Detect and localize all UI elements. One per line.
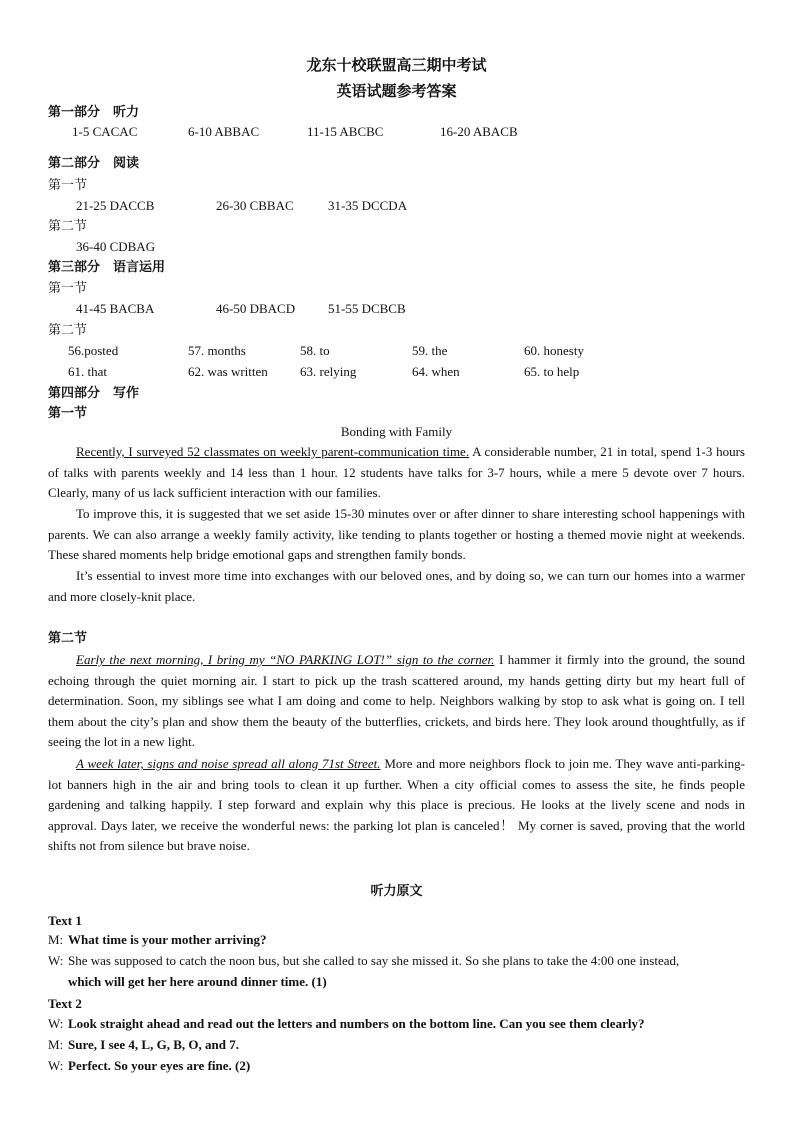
answer-item: 59. the	[412, 343, 448, 358]
answer-group: 1-5 CACAC	[72, 124, 138, 139]
answer-group: 26-30 CBBAC	[216, 198, 294, 213]
dialogue-line	[48, 1014, 745, 1035]
essay-paragraph: It’s essential to invest more time into exchanges with our beloved ones, and by doing so, we can turn our homes into a warmer and more closely-knit place.	[48, 568, 745, 604]
page-title: 龙东十校联盟高三期中考试	[306, 58, 487, 74]
essay-paragraph: To improve this, it is suggested that we set aside 15-30 minutes over or after dinner to share interesting school happenings with parents. We can also arrange a weekly family activity, like tending to plants together or hosting a themed movie night at weekends. These shared moments help bridge emotional gaps and strengthen family bonds.	[48, 506, 745, 563]
essay-paragraph-text: A considerable number, 21 in total, spend 1-3 hours of talks with parents weekly and 14 less than 1 hour. 12 students have talks for 3-7 hours, while a mere 5 devote over 7 hours. Clearly, many of us lack sufficient interaction with our families.	[48, 444, 745, 501]
answer-item: 56.posted	[68, 343, 119, 358]
section-label: 第一节	[48, 405, 88, 420]
answer-item: 65. to help	[524, 364, 580, 379]
section-label: 第一节	[48, 177, 88, 192]
answer-item: 57. months	[188, 343, 246, 358]
answer-group: 51-55 DCBCB	[328, 301, 406, 316]
answer-item: 60. honesty	[524, 343, 584, 358]
essay-topic-sentence: Recently, I surveyed 52 classmates on weekly parent-communication time.	[76, 444, 470, 459]
part2-heading: 第二部分 阅读	[48, 155, 140, 170]
continuation-paragraph	[48, 650, 745, 753]
speaker-label: W:	[48, 1016, 64, 1031]
answer-group: 36-40 CDBAG	[76, 239, 156, 254]
section-label: 第一节	[48, 280, 88, 295]
speaker-label: M:	[48, 1037, 64, 1052]
answer-group: 41-45 BACBA	[76, 301, 155, 316]
essay-title: Bonding with Family	[340, 424, 453, 439]
answer-group: 6-10 ABBAC	[188, 124, 260, 139]
part1-heading: 第一部分 听力	[48, 104, 140, 119]
dialogue-text: What time is your mother arriving?	[68, 932, 267, 947]
speaker-label: W:	[48, 953, 64, 968]
given-first-sentence: Early the next morning, I bring my “NO PARKING LOT!” sign to the corner.	[76, 652, 495, 667]
text-label: Text 2	[48, 996, 82, 1011]
listening-heading: 听力原文	[370, 883, 423, 898]
part3-heading: 第三部分 语言运用	[48, 259, 166, 274]
answer-item: 64. when	[412, 364, 460, 379]
answer-group: 46-50 DBACD	[216, 301, 296, 316]
text-label: Text 1	[48, 913, 82, 928]
speaker-label: M:	[48, 932, 64, 947]
answer-item: 58. to	[300, 343, 330, 358]
answer-item: 63. relying	[300, 364, 357, 379]
dialogue-line	[48, 1035, 745, 1056]
part4-heading: 第四部分 写作	[48, 385, 140, 400]
continuation-text: I hammer it firmly into the ground, the sound echoing through the quiet morning air. I start to pick up the trash scattered around, my hands getting dirty but my heart full of determination. Soon, my siblings see what I am doing and come to help. Neighbors walking by stop to ask what is going on. I tell them about the city’s plan and show them the beauty of the butterflies, crickets, and birds here. They look around thoughtfully, as if seeing the lot in a new light.	[48, 652, 746, 750]
continuation-paragraph	[48, 754, 745, 857]
dialogue-answer-text: which will get her here around dinner time. (1)	[68, 973, 327, 989]
dialogue-text: Perfect. So your eyes are fine. (2)	[68, 1058, 251, 1073]
page-subtitle: 英语试题参考答案	[336, 84, 457, 100]
dialogue-line	[48, 951, 745, 992]
dialogue-text: Look straight ahead and read out the letters and numbers on the bottom line. Can you see them clearly?	[68, 1016, 645, 1031]
section-label: 第二节	[48, 630, 88, 645]
given-first-sentence: A week later, signs and noise spread all along 71st Street.	[76, 756, 381, 771]
essay-paragraph	[48, 442, 745, 504]
answer-group: 21-25 DACCB	[76, 198, 155, 213]
dialogue-text: Sure, I see 4, L, G, B, O, and 7.	[68, 1037, 239, 1052]
section-label: 第二节	[48, 322, 88, 337]
answer-group: 11-15 ABCBC	[307, 124, 384, 139]
dialogue-line	[48, 930, 745, 951]
dialogue-text: She was supposed to catch the noon bus, but she called to say she missed it. So she plans to take the 4:00 one instead,	[68, 953, 680, 968]
answer-item: 62. was written	[188, 364, 268, 379]
answer-item: 61. that	[68, 364, 107, 379]
answer-group: 31-35 DCCDA	[328, 198, 408, 213]
dialogue-line	[48, 1056, 745, 1077]
continuation-text: More and more neighbors flock to join me. They wave anti-parking-lot banners high in the air and bring tools to clean it up further. When a city official comes to assess the site, he finds people gardening and talking happily. I step forward and explain why this place is precious. He looks at the lively scene and nods in approval. Days later, we receive the wonderful news: the parking lot plan is canceled！ My corner is saved, proving that the world shifts not from silence but brave noise.	[48, 756, 745, 854]
speaker-label: W:	[48, 1058, 64, 1073]
answer-group: 16-20 ABACB	[440, 124, 518, 139]
section-label: 第二节	[48, 218, 88, 233]
